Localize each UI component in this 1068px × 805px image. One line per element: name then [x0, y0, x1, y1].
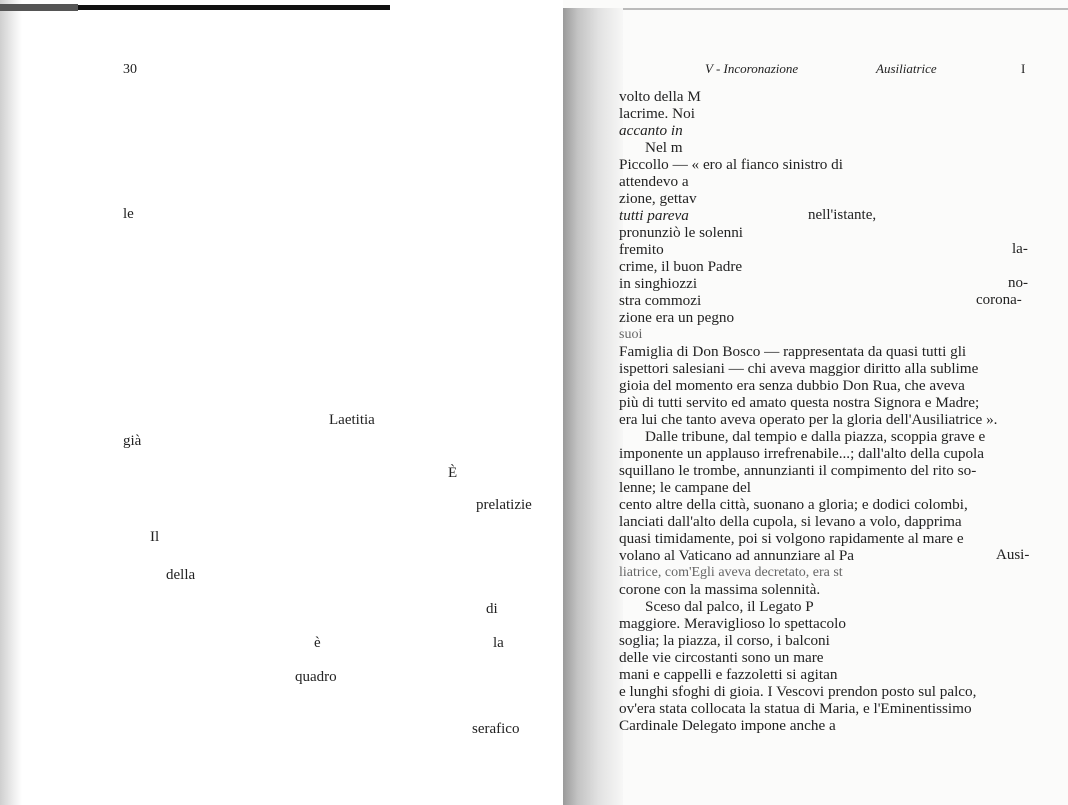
text-line: più di tutti servito ed amato questa nostra Signora e Madre;: [619, 394, 980, 411]
text-fragment: Il: [150, 529, 160, 545]
text-line: squillano le trombe, annunzianti il compimento del rito so-: [619, 462, 977, 479]
text-line: zione era un pegno: [619, 309, 735, 326]
text-line: suoi: [619, 327, 643, 342]
text-line: tutti pareva: [619, 207, 689, 224]
text-line: era lui che tanto aveva operato per la gloria dell'Ausiliatrice ».: [619, 411, 998, 428]
text-line: gioia del momento era senza dubbio Don Rua, che aveva: [619, 377, 965, 394]
text-line: mani e cappelli e fazzoletti si agitan: [619, 666, 838, 683]
page-curl-shadow: [563, 8, 623, 805]
text-line: cento altre della città, suonano a gloria; e dodici colombi,: [619, 496, 968, 513]
book-gutter: [545, 0, 563, 805]
page-top-edge: [563, 8, 1068, 10]
running-header-title: Ausiliatrice: [876, 61, 937, 76]
page-edge-shadow: [0, 0, 22, 805]
text-fragment: quadro: [295, 669, 337, 685]
text-line: attendevo a: [619, 173, 689, 190]
text-fragment: È: [448, 465, 458, 481]
text-fragment: le: [123, 206, 134, 222]
text-line: lanciati dall'alto della cupola, si levano a volo, dapprima: [619, 513, 962, 530]
text-line: Sceso dal palco, il Legato P: [645, 598, 814, 615]
text-line: lacrime. Noi: [619, 105, 695, 122]
text-fragment: serafico: [472, 721, 520, 737]
text-line: stra commozi: [619, 292, 702, 309]
text-line: ispettori salesiani — chi aveva maggior diritto alla sublime: [619, 360, 979, 377]
text-line: zione, gettav: [619, 190, 697, 207]
text-line: volto della M: [619, 88, 701, 105]
text-fragment: già: [123, 433, 142, 449]
page-number: 30: [123, 62, 137, 77]
text-fragment: Ausi-: [996, 547, 1030, 563]
text-fragment: è: [314, 635, 321, 651]
text-fragment: prelatizie: [476, 497, 532, 513]
text-fragment: nell'istante,: [808, 207, 877, 223]
page-number-right: I: [1021, 61, 1026, 76]
text-line: Nel m: [645, 139, 683, 156]
top-rule-stub: [0, 4, 78, 11]
text-fragment: di: [486, 601, 498, 617]
text-line: maggiore. Meraviglioso lo spettacolo: [619, 615, 846, 632]
text-line: ov'era stata collocata la statua di Maria, e l'Eminentissimo: [619, 700, 972, 717]
text-fragment: no-: [1008, 275, 1028, 291]
top-rule: [78, 5, 390, 10]
text-line: liatrice, com'Egli aveva decretato, era st: [619, 565, 843, 580]
text-line: quasi timidamente, poi si volgono rapidamente al mare e: [619, 530, 964, 547]
text-line: Cardinale Delegato impone anche a: [619, 717, 836, 734]
text-line: accanto in: [619, 122, 683, 139]
text-line: imponente un applauso irrefrenabile...; dall'alto della cupola: [619, 445, 984, 462]
text-fragment: la: [493, 635, 504, 651]
text-line: Famiglia di Don Bosco — rappresentata da quasi tutti gli: [619, 343, 967, 360]
text-fragment: corona-: [976, 292, 1022, 308]
text-line: in singhiozzi: [619, 275, 698, 292]
text-line: fremito: [619, 241, 664, 258]
text-line: soglia; la piazza, il corso, i balconi: [619, 632, 830, 649]
text-fragment: la-: [1012, 241, 1028, 257]
text-line: Dalle tribune, dal tempio e dalla piazza, scoppia grave e: [645, 428, 986, 445]
text-line: Piccollo — « ero al fianco sinistro di: [619, 156, 843, 173]
text-line: crime, il buon Padre: [619, 258, 743, 275]
text-fragment: Laetitia: [329, 412, 375, 428]
text-line: volano al Vaticano ad annunziare al Pa: [619, 547, 855, 564]
text-line: lenne; le campane del: [619, 479, 751, 496]
text-fragment: della: [166, 567, 196, 583]
text-line: e lunghi sfoghi di gioia. I Vescovi prendon posto sul palco,: [619, 683, 977, 700]
text-line: pronunziò le solenni: [619, 224, 744, 241]
text-line: corone con la massima solennità.: [619, 581, 821, 598]
text-line: delle vie circostanti sono un mare: [619, 649, 824, 666]
running-header-chapter: V - Incoronazione: [705, 61, 799, 76]
